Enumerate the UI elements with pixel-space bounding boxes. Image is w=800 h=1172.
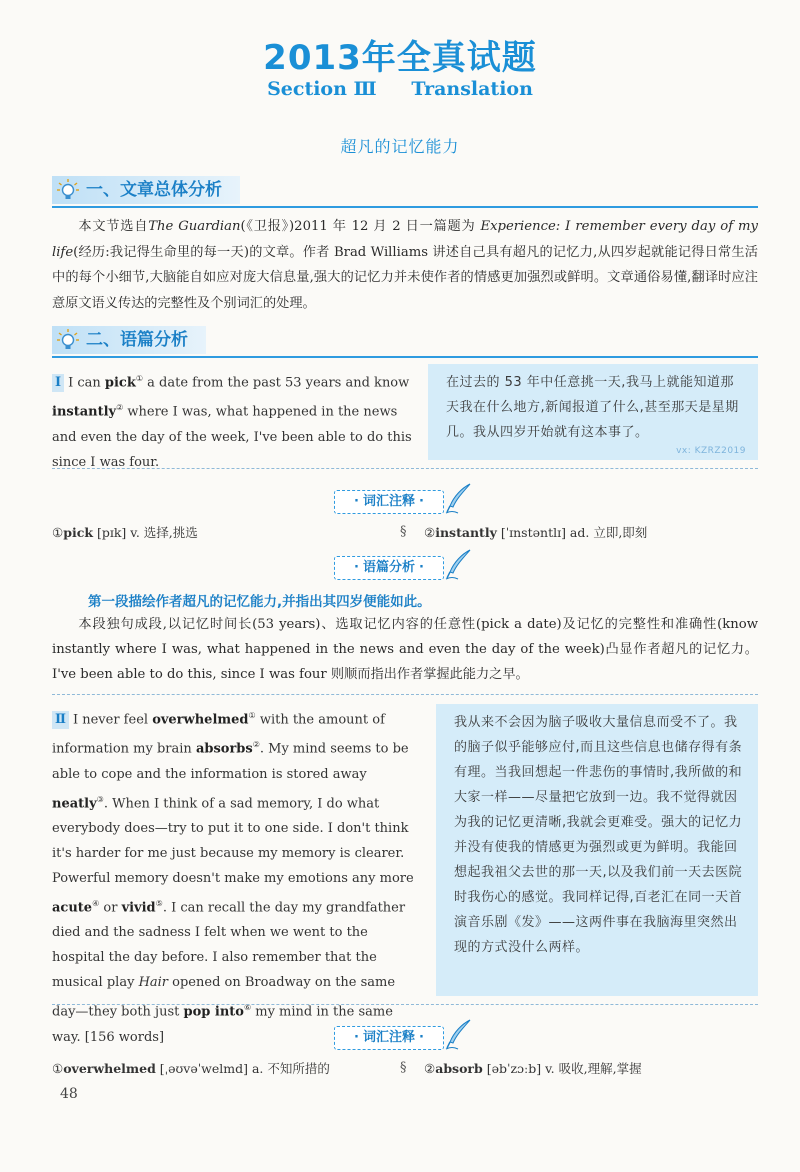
section-subtitle bbox=[0, 78, 800, 100]
section-heading-label: 一、文章总体分析 bbox=[86, 180, 222, 200]
keyword: vivid bbox=[121, 900, 156, 916]
vocab-entry-absorb: ②absorb [əbˈzɔːb] v. 吸收,理解,掌握 bbox=[424, 1061, 642, 1076]
paragraph-numeral: Ⅰ bbox=[52, 374, 64, 392]
paragraph-2-translation: 我从来不会因为脑子吸收大量信息而受不了。我的脑子似乎能够应付,而且这些信息也储存得有条有理。当我回想起一件悲伤的事情时,我所做的和大家一样——尽量把它放到一边。我不觉得就因为我的记忆更清晰,我就会更难受。强大的记忆力并没有使我的情感更为强烈或更为鲜明。我能回想起我祖父去世的那一天,以及我们前一天去医院时我伤心的感觉。我同样记得,百老汇在同一天首演音乐剧《发》——这两件事在我脑海里突然出现的方式没什么两样。 bbox=[454, 715, 743, 955]
article-original-title: Experience: I remember every day of my life bbox=[52, 219, 759, 260]
source-title: The Guardian bbox=[148, 219, 241, 234]
divider bbox=[52, 468, 758, 469]
article-title: 超凡的记忆能力 bbox=[340, 137, 460, 156]
keyword: overwhelmed bbox=[152, 712, 249, 728]
analysis-badge: · 语篇分析 · bbox=[334, 554, 470, 582]
overview-paragraph: 本文节选自The Guardian(《卫报》)2011 年 12 月 2 日一篇题为 Experience: I remember every day of my life(经历:我记得生命里的每一天)的文章。作者 Brad Williams 讲述自己具有超凡的记忆力,从四岁起就能记得日常生活中的每个小细节,大脑能自如应对庞大信息量,强大的记忆力并未使作者的情感更加强烈或鲜明。文章通俗易懂,翻译时应注意原文语义传达的完整性及个别词汇的处理。 bbox=[52, 219, 759, 311]
keyword: absorbs bbox=[195, 741, 253, 757]
keyword: instantly bbox=[52, 404, 117, 420]
lightbulb-icon bbox=[56, 178, 80, 202]
keyword: neatly bbox=[52, 795, 97, 811]
keyword: pick bbox=[104, 375, 136, 391]
binding-spiral: § bbox=[400, 524, 407, 539]
lightbulb-icon bbox=[56, 328, 80, 352]
quill-pen-icon bbox=[444, 1018, 472, 1050]
analysis-heading: 第一段描绘作者超凡的记忆能力,并指出其四岁便能如此。 bbox=[88, 594, 431, 610]
paragraph-2-translation-box bbox=[436, 704, 758, 996]
section-number: Section Ⅲ bbox=[267, 78, 377, 100]
vocab-entry-instantly: ②instantly [ˈɪnstəntlɪ] ad. 立即,即刻 bbox=[424, 525, 648, 540]
paragraph-1-english: Ⅰ I can pick① a date from the past 53 years and know instantly② where I was, what happened in the news and even the day of the week, I've been able to do this since I was four. bbox=[52, 374, 412, 470]
section-name: Translation bbox=[411, 78, 533, 100]
page-number: 48 bbox=[60, 1086, 78, 1102]
analysis-body: 本段独句成段,以记忆时间长(53 years)、选取记忆内容的任意性(pick a date)及记忆的完整性和准确性(know instantly where I was, what happened in the news and even the day of the week)凸显作者超凡的记忆力。I've been able to do this, since I was four 则顺而指出作者掌握此能力之早。 bbox=[52, 617, 758, 682]
binding-spiral: § bbox=[400, 1060, 407, 1075]
watermark: vx: KZRZ2019 bbox=[676, 446, 746, 456]
divider bbox=[52, 1004, 758, 1005]
quill-pen-icon bbox=[444, 548, 472, 580]
vocab-badge: · 词汇注释 · bbox=[334, 488, 470, 516]
divider bbox=[52, 694, 758, 695]
section-heading-discourse bbox=[52, 326, 758, 358]
vocab-entry-overwhelmed: ①overwhelmed [ˌəʊvəˈwelmd] a. 不知所措的 bbox=[52, 1061, 330, 1076]
paragraph-1-translation-box bbox=[428, 364, 758, 460]
musical-title: Hair bbox=[138, 975, 169, 991]
paragraph-numeral: Ⅱ bbox=[52, 711, 69, 729]
paragraph-2-english: Ⅱ I never feel overwhelmed① with the amount of information my brain absorbs②. My mind seems to be able to cope and the information is stored away neatly③. When I think of a sad memory, I do what everybody does—try to put it to one side. I don't think it's harder for me just because my memory is clearer. Powerful memory doesn't make my emotions any more acute④ or vivid⑤. I can recall the day my grandfather died and the sadness I felt when we went to the hospital the day before. I also remember that the musical play Hair opened on Broadway on the same day—they both just pop into⑥ my mind in the same way. [156 words] bbox=[52, 711, 414, 1045]
vocab-badge: · 词汇注释 · bbox=[334, 1024, 470, 1052]
quill-pen-icon bbox=[444, 482, 472, 514]
keyword: pop into bbox=[183, 1004, 244, 1020]
page-title: 2013年全真试题 bbox=[263, 38, 537, 78]
paragraph-1-translation: 在过去的 53 年中任意挑一天,我马上就能知道那天我在什么地方,新闻报道了什么,甚至那天是星期几。我从四岁开始就有这本事了。 bbox=[446, 375, 739, 440]
keyword: acute bbox=[52, 900, 93, 916]
vocab-entry-pick: ①pick [pɪk] v. 选择,挑选 bbox=[52, 525, 198, 540]
section-heading-overview bbox=[52, 176, 758, 208]
section-heading-label: 二、语篇分析 bbox=[86, 330, 188, 350]
